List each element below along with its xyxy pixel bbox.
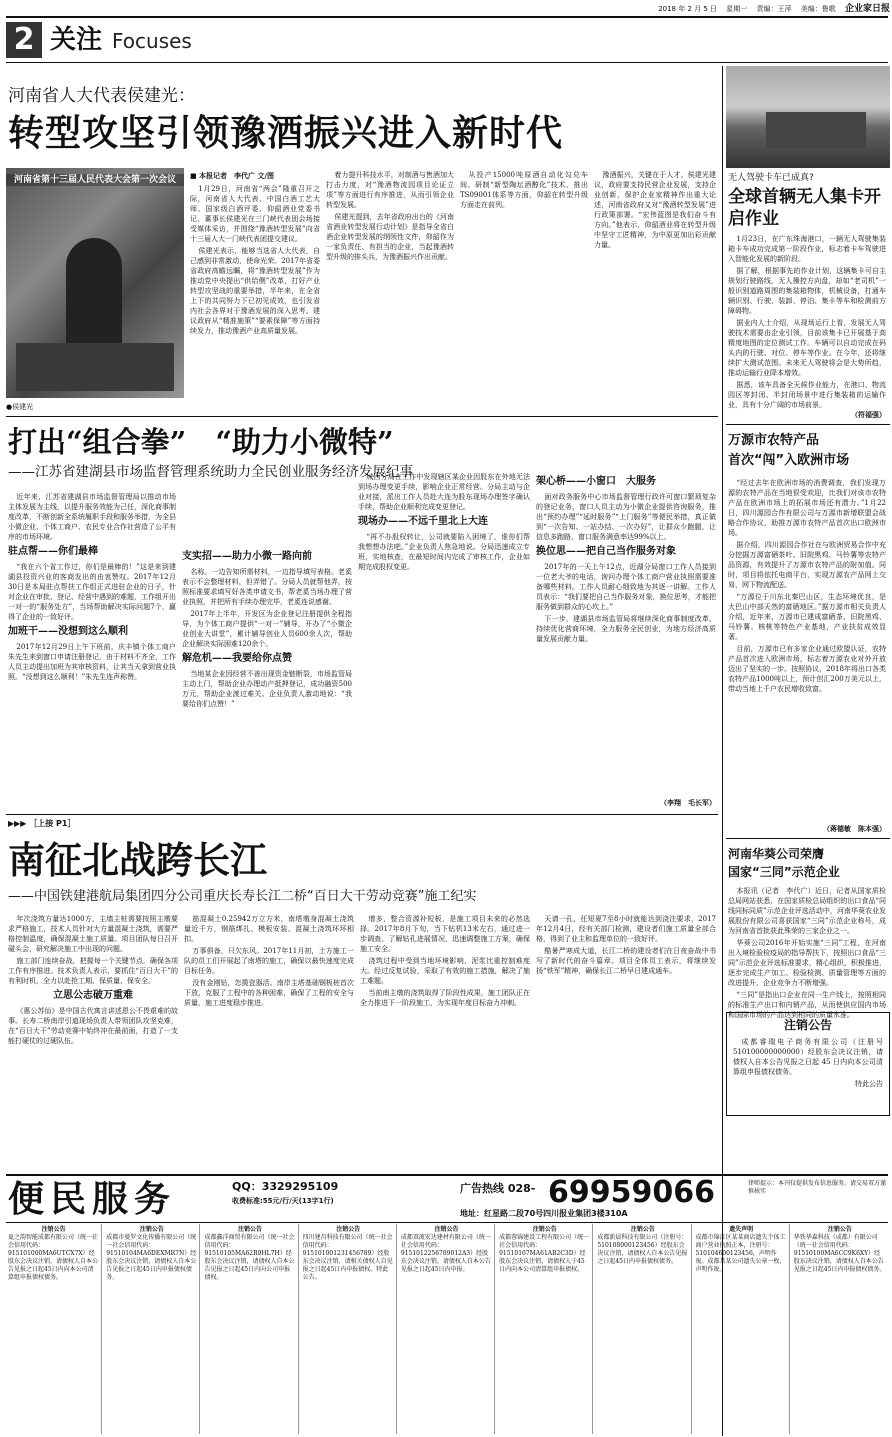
bridge-col-4 (536, 914, 716, 1170)
combo-subheading: 现场办——不远千里北上大连 (358, 516, 488, 527)
notice-body: 成都市曼罗文化传播有限公司（统一社会信用代码：91510104MA6DEXMR7N）经股东会决议注销，请债权人自本公告见报之日起45日内申报债权债务。 (106, 1234, 197, 1281)
notice-body: 华铁华森科技（成都）有限公司（统一社会信用代码：91510100MA6CC9K6XY）经股东决议注销，请债权人自本公告见报之日起45日内申报债权债务。 (793, 1234, 886, 1273)
classifieds-grid (6, 1224, 888, 1434)
notice-body: 夏之韵智能成都有限公司（统一社会信用代码：915101000MA6UTCX7X）经股东会决议注销，请债权人自本公告见报之日起45日内向本公司清算组申报债权债务。 (8, 1234, 99, 1281)
classifieds-legal-note: 律师提示：本刊仅提供发布信息服务，请交易双方谨慎核实 (748, 1180, 887, 1195)
lead-photo (6, 168, 184, 398)
sidebar2-source: （蒋德敏 陈本强） (823, 824, 886, 833)
bridge-col-2 (184, 914, 354, 1170)
lead-col-4 (594, 170, 716, 412)
bridge-paragraph: 《惠公苏仙》是中国古代寓言讲述恩公不畏艰难的故事。长寿二桥南岸引道现场负责人带领团队攻坚克难，在“百日大干”劳动竞赛中始终冲在最前面，打造了一支能打硬仗的过硬队伍。 (8, 1007, 178, 1045)
combo-paragraph: 名称。一边告知所需材料，一边指导填写表格。老奚表示不会整理材料，但弄错了。分局人员就帮他弄，按照标准要求填写好各类申请文书，帮老奚当场办理了营业执照，并把所有手续办理完毕，老奚连说感谢。 (182, 568, 352, 606)
combo-subheading: 支实招——助力小微一路向前 (182, 551, 312, 562)
bridge-paragraph: 当前南主墩的浇筑取得了阶段性成果，施工团队正在全力推进下一阶段施工，为实现年度目标奋力冲刺。 (360, 989, 530, 1007)
combo-col-3 (358, 472, 530, 810)
notice-cell (301, 1224, 397, 1434)
sidebar-rule-2 (726, 838, 890, 839)
bridge-paragraph: 没有金刚钻，怎揽瓷器活。南岸主塔基础钢板桩首次下放，克服了工程中的各种困难，确保了工程的安全与质量，施工进度稳步推进。 (184, 979, 354, 1007)
sidebar2-paragraph: “经过去年在欧洲市场的消费调查，我们发现万源的农特产品在当地很受欢迎，比我们对该市农特产品在欧洲市场上的拓展市场还有潜力。”1月22日，四川源园合作有限公司与万源市新增联盟会战略合作协议，助推万源市农特产品首次出口欧洲市场。 (728, 479, 886, 537)
cancellation-title: 注销公告 (783, 1018, 832, 1032)
combo-subheading: 换位思——把自己当作服务对象 (536, 546, 676, 557)
sidebar-rule-1 (726, 424, 890, 425)
bridge-paragraph: 筋混凝土0.25942万立方米，南塔墩身混凝土浇筑量近千方，钢筋绑扎、模板安装、混凝土浇筑环环相扣。 (184, 915, 354, 943)
sidebar2-paragraph: 据介绍，四川源园合作社在与欧洲贸易合作中充分挖掘万源富硒茶叶、旧院黑鸡、马铃薯等农特产品资源，有效提升了万源市农特产品的附加值。同时，项目将依托电商平台，实现万源农产品网上交易、网下物流配送。 (728, 541, 886, 589)
editor-credit: 责编：王萍 (756, 5, 792, 13)
combo-paragraph: “再不办股权转让，公司就要陷入困境了，谁你们帮我想想办法吧。”企业负责人焦急地说。分局迅速成立专班，实地核查，在最短时间内完成了审核工作，企业如期完成股权变更。 (358, 533, 530, 571)
sidebar1-paragraph: 1月23日，在广东珠海港口，一辆无人驾驶集装箱卡车成功完成第一阶段作业，标志着卡车驾驶进入智能化发展的新阶段。 (728, 235, 886, 263)
notice-title: 注销公告 (336, 1226, 361, 1233)
sidebar2-title-line1: 万源市农特产品 (728, 433, 820, 448)
notice-title: 注销公告 (41, 1226, 66, 1233)
sidebar1-paragraph: 据悉，该车具备全天候作业能力，在港口、物流园区等封闭、半封闭场景中进行集装箱的运输作业，具有十分广阔的市场前景。 (728, 381, 886, 409)
notice-cell (104, 1224, 200, 1434)
cancellation-body: 成都睿瑞电子商务有限公司（注册号 510100000000000）经股东会决议注销，请债权人自本公告见报之日起 45 日内向本公司清算组申报债权债务。 (733, 1038, 883, 1076)
lead-byline: ■ 本报记者 李代广 文/图 (190, 172, 275, 180)
bridge-top-rule (6, 814, 718, 815)
podium (16, 343, 174, 391)
section-title-en: Focuses (112, 29, 192, 53)
lead-paragraph: 从投产15000吨原酒自动化勾兑车间、研制“新型陶坛酒醇化”技术、推出TS09001体系等方面，仰韶在转型升级方面走在前列。 (460, 171, 588, 209)
notice-title: 注销公告 (532, 1226, 557, 1233)
sidebar3-body (728, 886, 886, 1019)
combo-subheading: 加班干——没想到这么顺利 (8, 626, 128, 637)
designer-credit: 美编：鲁歌 (800, 5, 836, 13)
lead-col-3 (460, 170, 588, 412)
issue-date: 2018 年 2 月 5 日 (658, 5, 718, 13)
classifieds-brand: 便民服务 (8, 1179, 177, 1220)
lead-paragraph: 侯建光提到，去年省政府出台的《河南省酒业转型发展行动计划》是指导全省白酒企业转型发展的纲领性文件，仰韶作为一家负责任、有担当的企业，当起豫酒转型升级的排头兵，为豫酒振兴作出贡献。 (326, 213, 454, 261)
combo-subtitle: ——江苏省建湖县市场监督管理系统助力全民创业服务经济发展纪事 (8, 464, 413, 480)
notice-body: 四川建昌科技有限公司（统一社会信用代码：915101001231456789）经股东会决议注销，请相关债权人自见报之日起45日内申报债权。特此公告。 (302, 1234, 393, 1281)
notice-body: 成都鑫洋商贸有限公司（统一社会信用代码：91510105MA62R9HL7H）经股东会决议注销，请债权人自本公告见报之日起45日内向公司申报债权。 (204, 1234, 295, 1281)
sidebar1-paragraph: 据业内人士介绍，从现场运行上看，发展无人驾驶技术需要由企业引领，目前该集卡已开展基于高精度地图的定位测试工作。车辆可以自动完成在码头内的行驶、对位、停车等作业。在今年，还将继续扩大测试范围。未来无人驾驶将会是大势所趋，推动运输行业降本增效。 (728, 319, 886, 377)
bridge-title: 南征北战跨长江 (8, 838, 267, 882)
lead-paragraph: 侯建光表示，能够当选省人大代表，自己感到非常激动，使命光荣。2017年省委省政府高瞻远瞩，将“豫酒转型发展”作为推动党中央提出“供给侧”改革，打好产业转型攻坚战的重要举措，半年来，在全省上下的共同努力下已初见成效，也引发省内社会各界对于豫酒发展的深入思考。建议政府从“精准施策”“要素保障”等方面持续发力，推动豫酒产业高质量发展。 (190, 247, 320, 335)
bridge-subtitle: ——中国铁建港航局集团四分公司重庆长寿长江二桥“百日大干劳动竞赛”施工纪实 (8, 889, 477, 904)
lead-paragraph: 着力提升科技水平，对制酒与售酒加大打击力度，对“豫酒物流园项目论证立项”等方面进行有序推进，从而引领企业转型发展。 (326, 171, 454, 209)
sidebar2-body (728, 478, 886, 822)
classifieds-hotline-number: 69959066 (548, 1175, 715, 1210)
sidebar3-title-line2: 国家“三同”示范企业 (728, 865, 840, 879)
notice-cell (497, 1224, 593, 1434)
sidebar3-paragraph: 本报讯（记者 李代广）近日，记者从国家质检总局网站获悉，在国家质检总局组织的出口食品“同线同标同质”示范企业评选活动中，河南华葵农业发展股份有限公司喜获国家“三同”示范企业称号，成为河南省首批获此殊荣的三家企业之一。 (728, 887, 886, 935)
bridge-col-3 (360, 914, 530, 1170)
bridge-subheading: 立思公志破万重难 (53, 990, 133, 1001)
combo-paragraph: 下一步，建湖县市场监管局将继续深化商事制度改革，持续优化营商环境，全力服务全民创业，为地方经济高质量发展贡献力量。 (536, 615, 716, 643)
sidebar2-paragraph: 目前，万源市已有多家企业通过欧盟认证，农特产品首次进入欧洲市场，标志着万源农业对外开放迈出了坚实的一步。按照协议，2018年将出口各类农特产品1000吨以上，预计创汇200万美元以上，带动当地上千户农民增收致富。 (728, 645, 886, 693)
bridge-jump-label: ▶▶▶ ［上接 P1］ (8, 819, 76, 828)
combo-paragraph: 2017年12月29日上午下班前，庆丰镇个体工商户朱先生来到窗口申请注册登记，由于材料不齐全，工作人员主动提出加班为其审核资料，让其当天拿到营业执照。“没想到这么顺利！”朱先生连声称赞。 (8, 643, 176, 681)
lead-title: 转型攻坚引领豫酒振兴进入新时代 (8, 112, 564, 154)
classifieds-top-rule (6, 1174, 888, 1176)
bridge-paragraph: 万事俱备，只欠东风。2017年11月初，土方施工一队的员工们开展起了南塔的施工，确保以最快速度完成目标任务。 (184, 947, 354, 975)
notice-title: 注销公告 (139, 1226, 164, 1233)
classifieds-qq-note: 收费标准:55元/行/天(13字1行) (232, 1197, 334, 1205)
lead-photo-banner: 河南省第十三届人民代表大会第一次会议 (6, 174, 184, 186)
sidebar2-paragraph: “万源位于川东北秦巴山区，生态环境优良，是大巴山中部天然的富硒地区。”据万源市相关负责人介绍，近年来，万源市已建成富硒茶、旧院黑鸡、马铃薯、核桃等特色产业基地，产业扶贫成效显著。 (728, 593, 886, 641)
paper-name: 企业家日报 (844, 4, 890, 14)
notice-title: 注销公告 (827, 1226, 852, 1233)
sidebar1-source: （符福强） (851, 410, 886, 419)
notice-body: 成都双流宏达建材有限公司（统一社会信用代码：9151012256789012A3）经股东会决议注销，请债权人自本公告见报之日起45日内申报。 (400, 1234, 491, 1273)
notice-cell (399, 1224, 495, 1434)
sidebar3-paragraph: “三同”是指出口企业在同一生产线上，按照相同的标准生产出口和内销产品，从而使供应国内市场和国际市场的产品达到相同的质量水准。 (728, 991, 886, 1019)
notice-body: 成都蓉锦建设工程有限公司（统一社会信用代码：91510107MA61AB2C3D）经股东会决议注销，请债权人于45日内向本公司清算组申报债权。 (499, 1234, 590, 1273)
combo-paragraph: 城西分局在工作中发现辖区某企业因股东在外地无法到场办理变更手续，影响企业正常经营。分局主动与企业对接，派出工作人员赴大连为股东现场办理签字确认手续，帮助企业顺利完成变更登记。 (358, 473, 530, 511)
bridge-paragraph: 增多，整合资源补短板，是施工项目未来的必然选择。2017年8月下旬，当下钻机13米左右，通过进一步调查、了解钻孔进展情况，迅速调整施工方案，确保施工安全。 (360, 915, 530, 953)
combo-subheading: 解危机——我要给你点赞 (182, 653, 292, 664)
notice-body: 成都市锦江区某某商店遗失个体工商户营业执照正本，注册号：510104600123456，声明作废。成都某某公司遗失公章一枚，声明作废。 (695, 1234, 786, 1273)
combo-source: （李翔 毛长军） (660, 798, 716, 807)
classifieds-qq: QQ：3329295109 (232, 1180, 339, 1193)
lead-paragraph: 豫酒振兴，关键在于人才。侯建光建议，政府要支持民营企业发展，支持企业创新，保护企业家精神作出重大论述，河南省政府又对“豫酒转型发展”进行政策部署。“宏伟蓝图是我们奋斗有方向。”他表示，仰韶酒业将在转型升级中坚守工匠精神，为中原更加出彩贡献力量。 (594, 171, 716, 249)
classifieds-grid-rule (6, 1222, 888, 1223)
lead-col-1 (190, 184, 320, 412)
combo-subheading: 驻点帮——你们最棒 (8, 546, 98, 557)
bridge-paragraph: 年次浇筑方量达1000方，主墙主桩需要按照主墩要求严格施工，技术人员针对大方量混凝土浇筑，需要严格控制温度，确保混凝土施工质量。项目团队每日召开碰头会，研究解决施工中出现的问题。 (8, 915, 178, 953)
cancellation-signer: 特此公告 (855, 1080, 883, 1088)
combo-col-4 (536, 472, 716, 794)
classifieds-hotline-label: 广告热线 028- (460, 1182, 536, 1195)
header-rule-bottom (6, 62, 888, 63)
notice-cell (202, 1224, 298, 1434)
sidebar1-title: 全球首辆无人集卡开启作业 (728, 187, 881, 229)
bridge-paragraph: 酷暑严寒成大道，长江二桥的建设者们在日夜奋战中书写了新时代的奋斗篇章。项目全体员工表示，将继续发扬“铁军”精神，确保长江二桥早日建成通车。 (536, 947, 716, 975)
combo-paragraph: 近年来，江苏省建湖县市场监督管理局以推动市场主体发展为主线，以提升服务效能为己任，深化商事制度改革，不断创新全系统履职手段和服务举措，为全县小微企业、个体工商户、农民专业合作社营造了公平有序的市场环境。 (8, 493, 176, 541)
bridge-paragraph: 天请一孔，任短夏7至8小时就能达到浇注要求，2017年12月4日，经有关部门检测，建设者们施工质量全部合格，得到了业主和监理单位的一致好评。 (536, 915, 716, 943)
notice-title: 遗失声明 (729, 1226, 754, 1233)
notice-title: 注销公告 (434, 1226, 459, 1233)
combo-paragraph: 当地某企业因经营不善出现资金链断裂，市场监管局主动上门，帮助企业办理动产抵押登记，成功融资500万元，帮助企业渡过难关。企业负责人激动地说：“我要给你们点赞！” (182, 670, 352, 708)
top-meta-bar (600, 3, 890, 15)
lead-photo-caption: ●侯建光 (6, 403, 34, 411)
notice-title: 注销公告 (238, 1226, 263, 1233)
combo-paragraph: 2017年的一天上午12点，近湖分局窗口工作人员接到一位老大爷的电话，询问办理个体工商户营业执照需要准备哪些材料。工作人员耐心细致地为其逐一讲解。工作人员表示：“我们要把自己当作服务对象，换位思考，才能把服务做到群众的心坎上。” (536, 563, 716, 611)
sidebar1-body (728, 234, 886, 410)
sidebar1-kicker: 无人驾驶卡车已成真? (728, 173, 814, 183)
bridge-col-1 (8, 914, 178, 1170)
truck-photo (726, 66, 890, 168)
bridge-paragraph: 浇筑过程中受到当地环境影响，泥浆比重控制难度大。经过反复试验，采取了有效的施工措施，解决了施工难题。 (360, 957, 530, 985)
truck-shape (766, 112, 866, 148)
combo-title: 打出“组合拳” “助力小微特” (8, 425, 394, 459)
notice-cell (595, 1224, 691, 1434)
combo-paragraph: 2017年上半年，开发区为企业登记注册提供全程指导，为个体工商户提供“一对一”辅导，开办了“小微企业创业大讲堂”，累计辅导创业人员600余人次，帮助企业解决实际困难120余个。 (182, 610, 352, 648)
sidebar2-title-line2: 首次“闯”入欧洲市场 (728, 453, 850, 468)
lead-paragraph: 1月29日，河南省“两会”隆重召开之际，河南省人大代表、中国白酒工艺大师、国家级白酒评委、仰韶酒业党委书记、董事长侯建光在三门峡代表团会场接受媒体采访，并围绕“豫酒转型发展”向省十三届人大一门峡代表团提交建议。 (190, 185, 320, 243)
bridge-paragraph: 施工部门连续奋战，把握每一个关键节点，确保各项工作有序推进。技术负责人表示，要抓住“百日大干”的有利时机，全力以赴抢工期、保质量、保安全。 (8, 957, 178, 985)
combo-col-2 (182, 472, 352, 810)
lead-col-2 (326, 170, 454, 412)
lead-kicker: 河南省人大代表侯建光： (8, 86, 195, 106)
cancellation-box (726, 1012, 890, 1116)
sidebar3-paragraph: 华葵公司2016年开始实施“三同”工程，在河南出入境检验检疫局的指导帮扶下，按照出口食品“三同”示范企业评选标准要求，精心组织，积极推进，逐步完成生产加工、检验检测、质量管理等方面的改进提升，企业竞争力不断增强。 (728, 939, 886, 987)
notice-body: 成都新晨科技有限公司（注册号：510108000123456）经股东会决议注销，请债权人自本公告见报之日起45日内申报债权债务。 (597, 1234, 688, 1265)
notice-cell (694, 1224, 790, 1434)
page-number: 2 (6, 22, 42, 58)
sidebar3-title-line1: 河南华葵公司荣膺 (728, 847, 825, 861)
notice-cell (6, 1224, 102, 1434)
combo-top-rule (6, 416, 718, 417)
notice-cell (792, 1224, 888, 1434)
combo-paragraph: 面对政务服务中心市场监督管理行政许可窗口繁琐复杂的登记业务，窗口人员主动为小微企业提供咨询服务，推出“预约办理”“延时服务”“上门服务”等便民举措，真正做到“一次告知、一站办结、一次办好”，让群众少跑腿，让信息多跑路，窗口服务满意率达99%以上。 (536, 493, 716, 541)
combo-paragraph: “我在六个省工作过，你们是最棒的！”这是来到建湖县投资兴业的客商发出的由衷赞叹。2017年12月30日是本局驻点帮扶工作组正式进驻企业的日子，针对企业在审批、登记、经营中遇到的难题，工作组开出一对一的“服务处方”，当场帮助解决实际问题7个，赢得了企业的一致好评。 (8, 563, 176, 621)
combo-subheading: 架心桥——小窗口 大服务 (536, 476, 656, 487)
classifieds-address: 地址：红星路二段70号四川报业集团3楼310A (460, 1209, 628, 1218)
sidebar1-paragraph: 据了解，根据事先的作业计划，这辆集卡可自主规划行驶路线，无人操控方向盘，却如“老司机”一般识别道路周围的集装箱物体，机械设备，打通车辆识别、行驶、装卸、停泊、集卡等车和检测前方障碍物。 (728, 267, 886, 315)
combo-col-1 (8, 492, 176, 810)
section-title-cn: 关注 (50, 25, 103, 55)
notice-title: 注销公告 (630, 1226, 655, 1233)
header-rule-top (6, 16, 888, 18)
issue-weekday: 星期一 (726, 5, 748, 13)
